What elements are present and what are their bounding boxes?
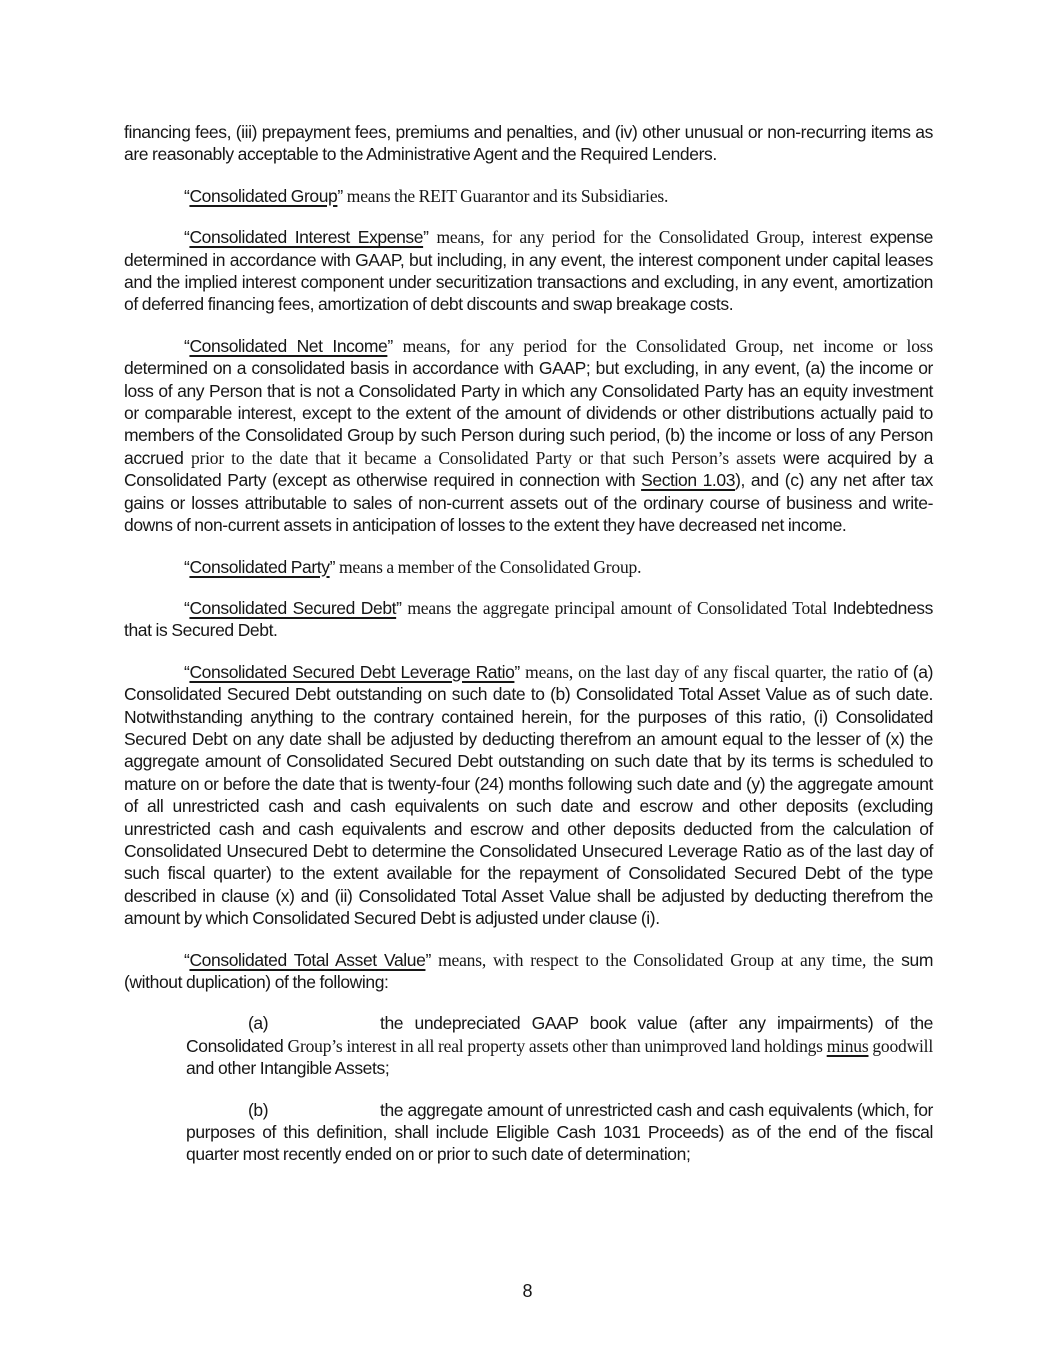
- underlined-term: Consolidated Net Income: [189, 335, 388, 356]
- page-number: 8: [522, 1281, 533, 1301]
- underlined-term: minus: [826, 1035, 869, 1056]
- text-segment: “: [184, 185, 190, 206]
- text-segment: financing fees, (iii) prepayment fees, premiums and penalties, and (iv) other unusual or non-recurring items as are reasonably acceptable to the Administrative Agent and the Required Lenders.: [124, 122, 933, 165]
- paragraph: [124, 185, 933, 207]
- text-segment: prior to the date that it became a Consolidated Party or that such Person’s assets: [190, 447, 776, 468]
- text-segment: “: [184, 335, 190, 356]
- underlined-term: Consolidated Total Asset Value: [189, 949, 426, 970]
- text-segment: “: [184, 556, 190, 577]
- document-body: [124, 121, 933, 1185]
- text-segment: ”: [425, 949, 439, 970]
- text-segment: ”: [337, 185, 347, 206]
- paragraph: [124, 121, 933, 166]
- text-segment: were acquired by a Consolidated Party (except as otherwise required in connection with: [124, 447, 934, 491]
- text-segment: means the aggregate principal amount of Consolidated Total: [407, 597, 827, 618]
- paragraph: [124, 597, 933, 642]
- text-segment: means, with respect to the Consolidated Group at any time, the: [438, 949, 894, 970]
- text-segment: ”: [514, 661, 526, 682]
- list-item: [186, 1099, 933, 1166]
- text-segment: “: [184, 597, 190, 618]
- text-segment: the undepreciated GAAP book value (after any impairments) of the Consolidated: [186, 1013, 933, 1056]
- text-segment: ”: [396, 597, 408, 618]
- paragraph: [124, 226, 933, 316]
- text-segment: means, on the last day of any fiscal quarter, the ratio: [525, 661, 889, 682]
- text-segment: and other Intangible Assets;: [186, 1058, 390, 1079]
- text-segment: expense determined in accordance with GAAP, but including, in any event, the interest component under capital leases and the implied interest component under securitization transactions and excluding, in any event, amortization of deferred financing fees, amortization of debt discounts and swap breakage costs.: [124, 227, 934, 315]
- text-segment: means a member of the Consolidated Group.: [339, 556, 642, 577]
- text-segment: Indebtedness that is Secured Debt.: [124, 597, 934, 641]
- underlined-term: Consolidated Interest Expense: [189, 227, 424, 248]
- text-segment: Group’s interest in all real property assets other than unimproved land holdings: [287, 1035, 827, 1056]
- text-segment: of (a) Consolidated Secured Debt outstanding on such date to (b) Consolidated Total Asset Value as of such date. Notwithstanding anything to the contrary contained herein, for the purposes of this ratio, (i) Consolidated Secured Debt on any date shall be adjusted by deducting therefrom an amount equal to the lesser of (x) the aggregate amount of Consolidated Secured Debt outstanding on such date that by its terms is scheduled to mature on or before the date that is twenty-four (24) months following such date and (y) the aggregate amount of all unrestricted cash and cash equivalents on such date and escrow and other deposits (excluding unrestricted cash and cash equivalents and escrow and other deposits deducted from the calculation of Consolidated Unsecured Debt to determine the Consolidated Unsecured Leverage Ratio as of the last day of such fiscal quarter) to the extent available for the repayment of Consolidated Secured Debt of the type described in clause (x) and (ii) Consolidated Total Asset Value shall be adjusted by deducting therefrom the amount by which Consolidated Secured Debt is adjusted under clause (i).: [124, 661, 933, 929]
- text-segment: ”: [423, 227, 437, 248]
- list-item: [186, 1012, 933, 1079]
- underlined-term: Consolidated Party: [189, 556, 330, 577]
- list-item-label: (a): [248, 1013, 269, 1034]
- text-segment: ), and (c) any net after tax gains or losses attributable to sales of non-current assets out of the ordinary course of business and write-downs of non-current assets in anticipation of losses to the extent they have decreased net income.: [124, 470, 934, 536]
- text-segment: means the REIT Guarantor and its Subsidiaries.: [346, 185, 669, 206]
- text-segment: goodwill: [868, 1035, 933, 1056]
- underlined-term: Section 1.03: [641, 470, 736, 491]
- underlined-term: Consolidated Secured Debt: [189, 597, 397, 618]
- text-segment: means, for any period for the Consolidated Group, net income or loss: [402, 335, 933, 356]
- text-segment: means, for any period for the Consolidated Group, interest: [436, 227, 862, 248]
- text-segment: ”: [387, 335, 403, 356]
- list-item-label: (b): [248, 1099, 269, 1120]
- paragraph: [124, 335, 933, 537]
- underlined-term: Consolidated Secured Debt Leverage Ratio: [189, 661, 515, 682]
- underlined-term: Consolidated Group: [189, 185, 338, 206]
- text-segment: the aggregate amount of unrestricted cash and cash equivalents (which, for purposes of this definition, shall include Eligible Cash 1031 Proceeds) as of the end of the fiscal quarter most recently ended on or prior to such date of determination;: [186, 1099, 933, 1165]
- text-segment: “: [184, 949, 190, 970]
- text-segment: ”: [329, 556, 339, 577]
- paragraph: [124, 556, 933, 578]
- paragraph: [124, 949, 933, 994]
- text-segment: “: [184, 661, 190, 682]
- paragraph: [124, 661, 933, 930]
- text-segment: sum (without duplication) of the following:: [124, 949, 934, 992]
- text-segment: determined on a consolidated basis in accordance with GAAP; but excluding, in any event, (a) the income or loss of any Person that is not a Consolidated Party in which any Consolidated Party has an equity investment or comparable interest, except to the extent of the amount of dividends or other distributions actually paid to members of the Consolidated Group by such Person during such period, (b) the income or loss of any Person accrued: [124, 358, 933, 468]
- text-segment: “: [184, 227, 190, 248]
